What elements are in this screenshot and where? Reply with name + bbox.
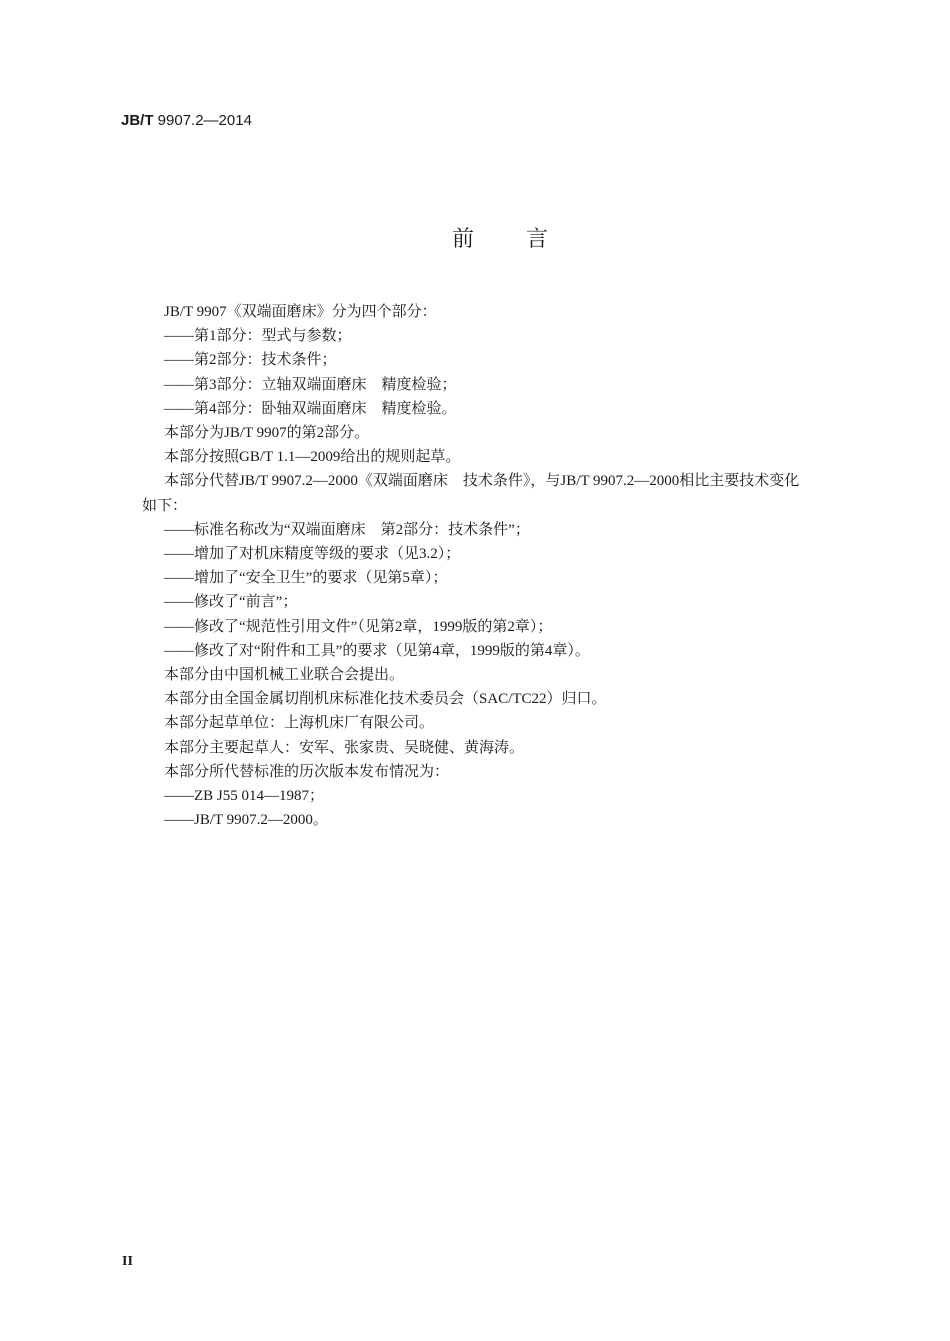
- paragraph-line: 本部分为JB/T 9907的第2部分。: [164, 425, 370, 442]
- paragraph-line: JB/T 9907《双端面磨床》分为四个部分：: [164, 304, 437, 320]
- paragraph-line: 本部分代替JB/T 9907.2—2000《双端面磨床 技术条件》，与JB/T 9907.2—2000相比主要技术变化: [164, 473, 800, 490]
- title-char-1: 前: [451, 227, 474, 252]
- list-item: ——修改了“规范性引用文件”（见第2章，1999版的第2章）；: [164, 618, 553, 635]
- paragraph-line: 本部分由中国机械工业联合会提出。: [164, 667, 405, 684]
- paragraph-continuation: 如下：: [142, 497, 188, 514]
- paragraph-line: 本部分起草单位：上海机床厂有限公司。: [164, 715, 435, 732]
- list-item: ——第1部分：型式与参数；: [164, 328, 352, 345]
- list-item: ——第2部分：技术条件；: [164, 352, 337, 369]
- standard-code-header: [121, 112, 252, 129]
- standard-code-prefix: JB/T: [121, 112, 154, 129]
- paragraph-line: 本部分由全国金属切削机床标准化技术委员会（SAC/TC22）归口。: [164, 691, 607, 708]
- list-item: ——第3部分：立轴双端面磨床 精度检验；: [164, 376, 457, 393]
- page-title: [0, 222, 950, 253]
- list-item: ——增加了“安全卫生”的要求（见第5章）；: [164, 570, 448, 587]
- list-item: ——第4部分：卧轴双端面磨床 精度检验。: [164, 400, 457, 417]
- list-item: ——ZB J55 014—1987；: [164, 788, 325, 805]
- title-char-2: 言: [526, 227, 549, 252]
- paragraph-line: 本部分所代替标准的历次版本发布情况为：: [164, 763, 450, 780]
- standard-code-number: 9907.2—2014: [153, 112, 252, 129]
- list-item: ——修改了“前言”；: [164, 594, 298, 611]
- paragraph-line: 本部分按照GB/T 1.1—2009给出的规则起草。: [164, 449, 461, 466]
- list-item: ——修改了对“附件和工具”的要求（见第4章，1999版的第4章）。: [164, 642, 590, 659]
- list-item: ——增加了对机床精度等级的要求（见3.2）；: [164, 546, 461, 563]
- list-item: ——标准名称改为“双端面磨床 第2部分：技术条件”；: [164, 521, 530, 538]
- foreword-body: [142, 300, 884, 832]
- paragraph-line: 本部分主要起草人：安军、张家贵、吴晓健、黄海涛。: [164, 739, 525, 756]
- page-number: II: [122, 1254, 133, 1269]
- list-item: ——JB/T 9907.2—2000。: [164, 812, 328, 829]
